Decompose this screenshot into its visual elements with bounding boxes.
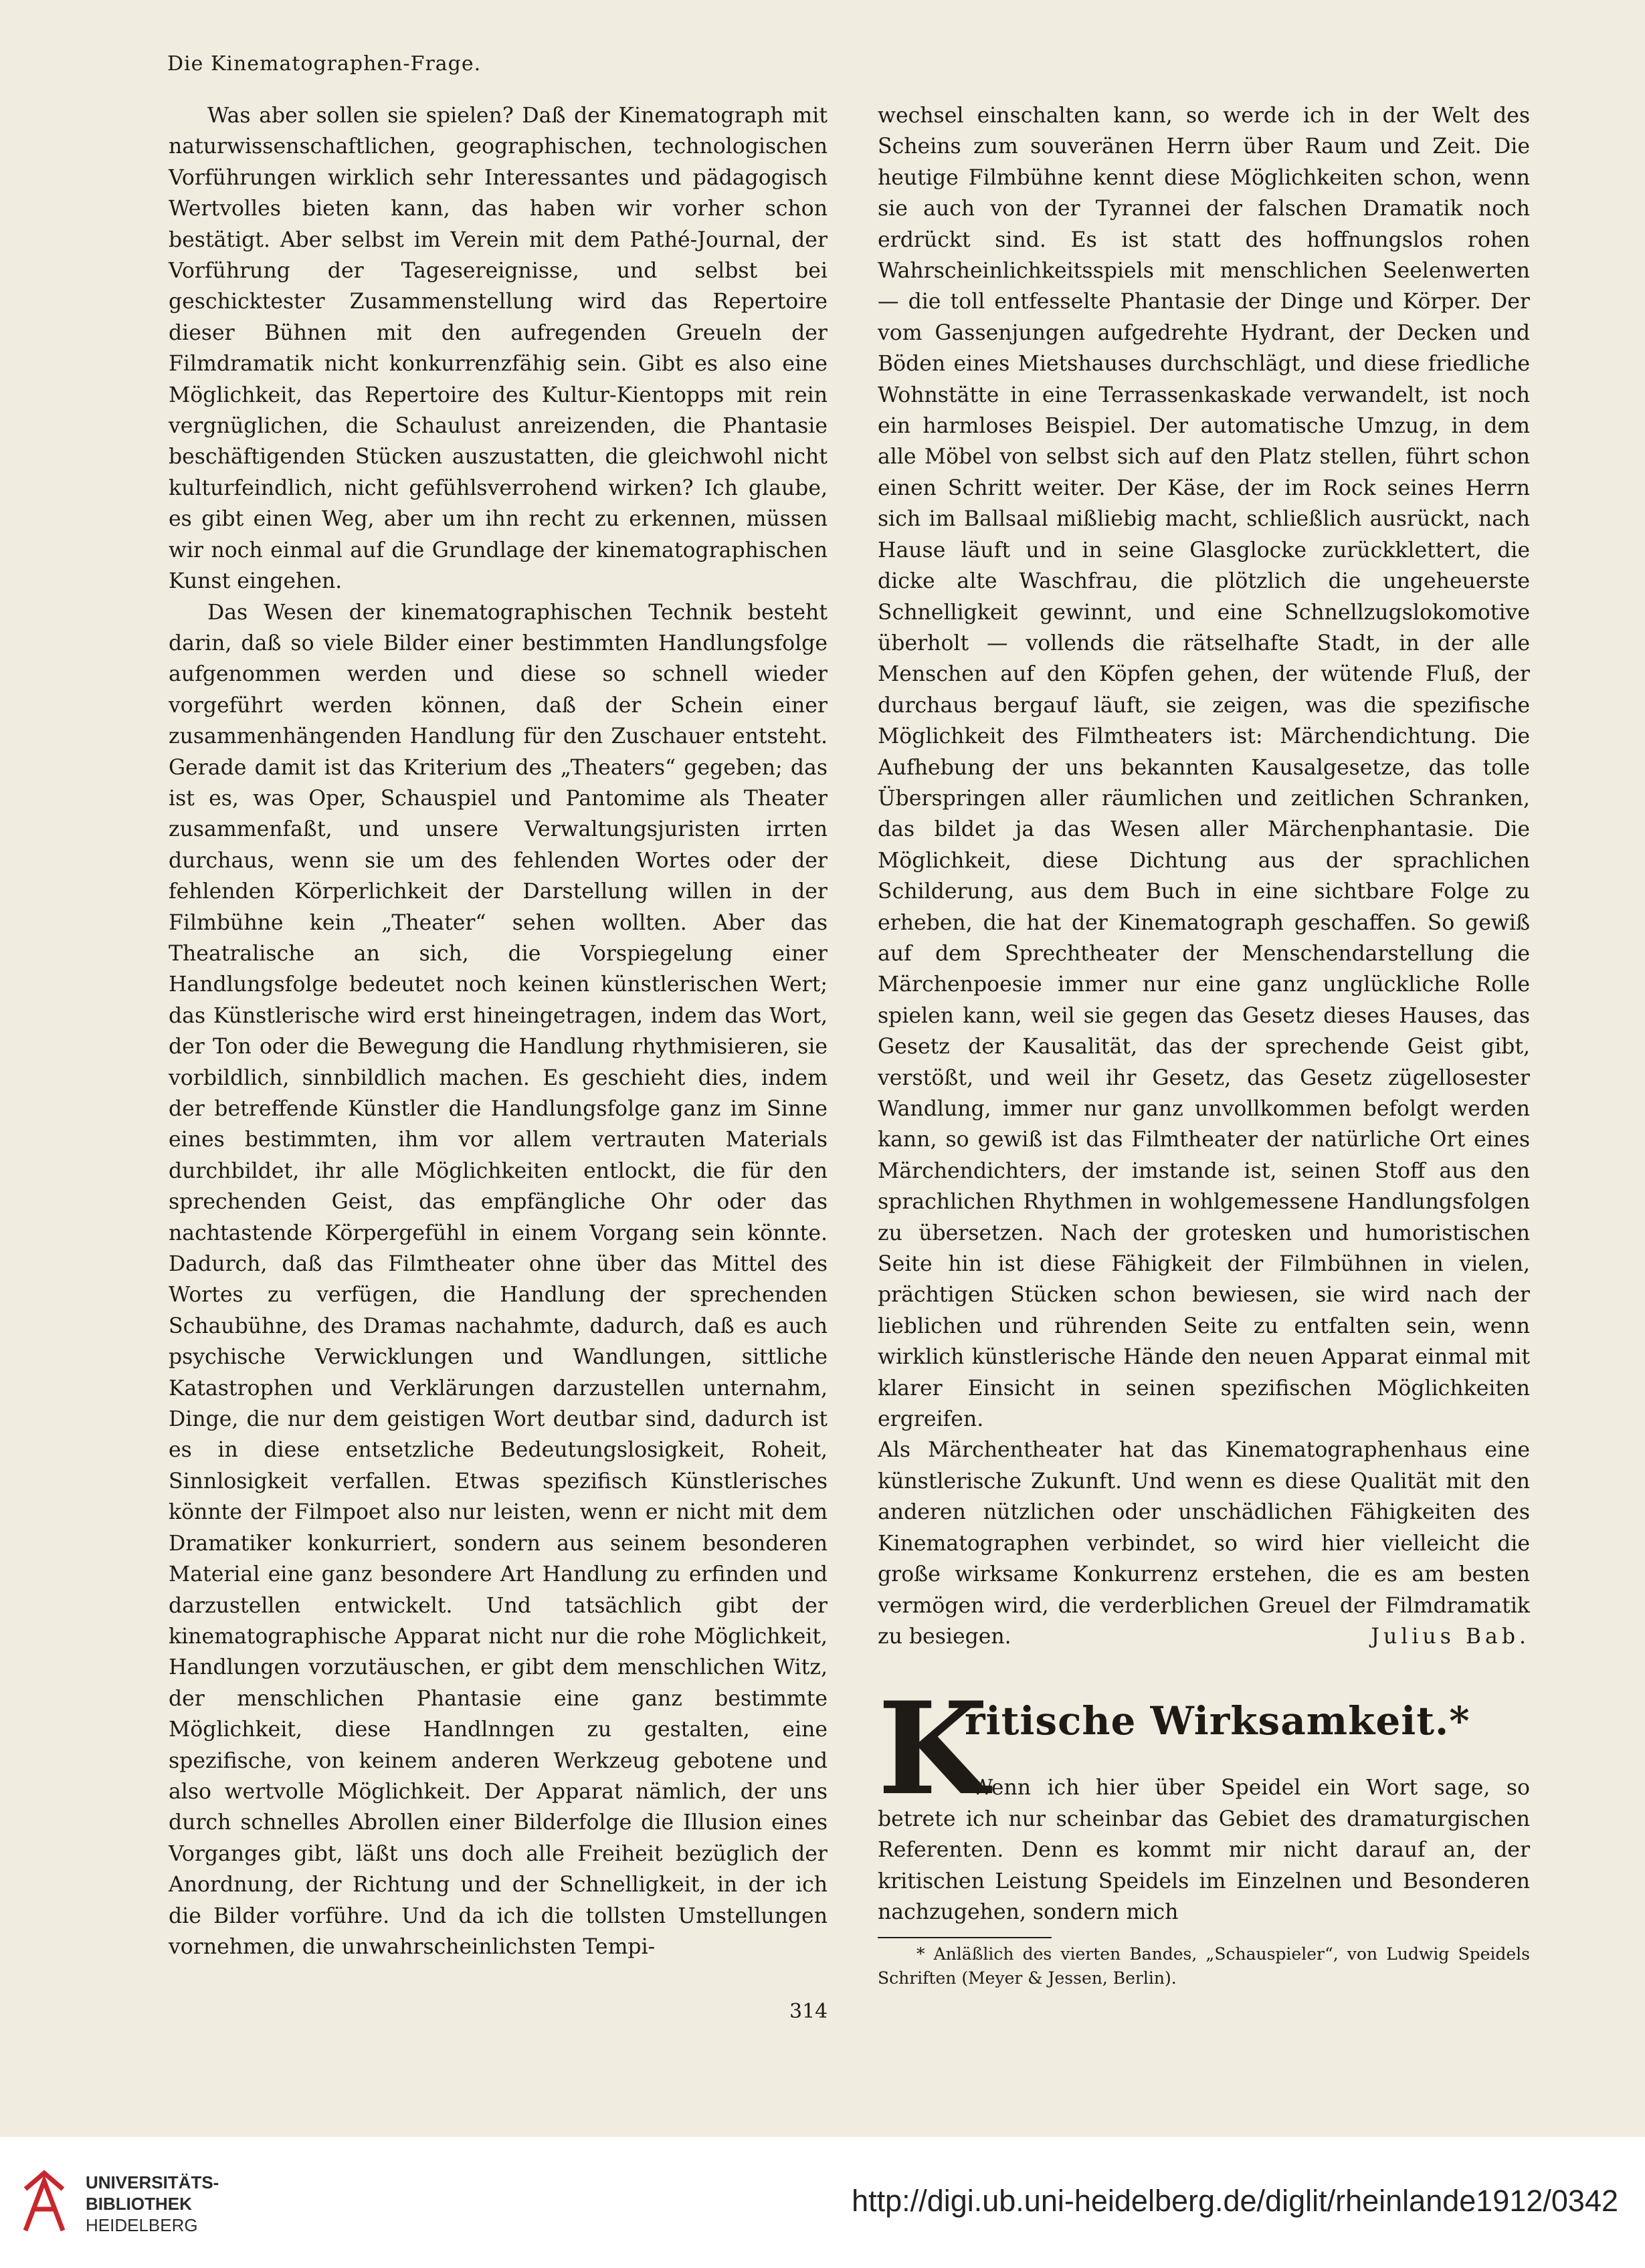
page-number: 314 — [789, 2000, 828, 2023]
article-heading — [878, 1674, 1530, 1824]
library-name-line: BIBLIOTHEK — [86, 2194, 192, 2214]
paragraph: Was aber sollen sie spielen? Daß der Kinematograph mit naturwissenschaftlichen, geographischen, technologischen Vorführungen wirklich sehr Interessantes und pädagogisch Wertvolles bieten kann, das haben wir vorher schon bestätigt. Aber selbst im Verein mit dem Pathé-Journal, der Vorführung der Tagesereignisse, und selbst bei geschicktester Zusammenstellung wird das Repertoire dieser Bühnen mit den aufregenden Greueln der Filmdramatik nicht konkurrenzfähig sein. Gibt es also eine Möglichkeit, das Repertoire des Kultur-Kientopps mit rein vergnüglichen, die Schaulust anreizenden, die Phantasie beschäftigenden Stücken auszustatten, die gleichwohl nicht kulturfeindlich, nicht gefühlsverrohend wirken? Ich glaube, es gibt einen Weg, aber um ihn recht zu erkennen, müssen wir noch einmal auf die Grundlage der kinematographischen Kunst eingehen. — [169, 104, 828, 594]
paragraph: Als Märchentheater hat das Kinematographenhaus eine künstlerische Zukunft. Und wenn es diese Qualität mit den anderen nützlichen oder unschädlichen Fähigkeiten des Kinematographen verbindet, so wird hier vielleicht die große wirksame Konkurrenz erstehen, die es am besten vermögen wird, die verderblichen Greuel der Filmdramatik zu besiegen. — [878, 1438, 1530, 1649]
article-title: ritische Wirksamkeit.* — [965, 1698, 1470, 1744]
left-column — [169, 100, 828, 1962]
library-logo-icon — [20, 2169, 68, 2236]
author-signature: Julius Bab. — [1371, 1624, 1530, 1649]
library-name-line: HEIDELBERG — [86, 2215, 198, 2235]
drop-cap: K — [878, 1674, 989, 1824]
library-name — [86, 2172, 219, 2236]
right-column — [878, 100, 1530, 1990]
library-footer — [0, 2137, 1645, 2268]
running-head: Die Kinematographen-Frage. — [167, 52, 482, 76]
library-name-line: UNIVERSITÄTS- — [86, 2172, 219, 2192]
footnote-rule — [878, 1937, 1052, 1938]
paragraph: Das Wesen der kinematographischen Technik besteht darin, daß so viele Bilder einer bestimmten Handlungsfolge aufgenommen werden und diese so schnell wieder vorgeführt werden können, daß der Schein einer zusammenhängenden Handlung für den Zuschauer entsteht. Gerade damit ist das Kriterium des „Theaters“ gegeben; das ist es, was Oper, Schauspiel und Pantomime als Theater zusammenfaßt, und unsere Verwaltungsjuristen irrten durchaus, wenn sie um des fehlenden Wortes oder der fehlenden Körperlichkeit der Darstellung willen in der Filmbühne kein „Theater“ sehen wollten. Aber das Theatralische an sich, die Vorspiegelung einer Handlungsfolge bedeutet noch keinen künstlerischen Wert; das Künstlerische wird erst hineingetragen, indem das Wort, der Ton oder die Bewegung die Handlung rhythmisieren, sie vorbildlich, sinnbildlich machen. Es geschieht dies, indem der betreffende Künstler die Handlungsfolge ganz im Sinne eines bestimmten, ihm vor allem vertrauten Materials durchbildet, ihr alle Möglichkeiten entlockt, die für den sprechenden Geist, das empfängliche Ohr oder das nachtastende Körpergefühl in einem Vorgang sein könnte. Dadurch, daß das Filmtheater ohne über das Mittel des Wortes zu verfügen, die Handlung der sprechenden Schaubühne, des Dramas nachahmte, dadurch, daß es auch psychische Verwicklungen und Wandlungen, sittliche Katastrophen und Verklärungen darzustellen unternahm, Dinge, die nur dem geistigen Wort deutbar sind, dadurch ist es in diese entsetzliche Bedeutungslosigkeit, Roheit, Sinnlosigkeit verfallen. Etwas spezifisch Künstlerisches könnte der Filmpoet also nur leisten, wenn er nicht mit dem Dramatiker konkurriert, sondern aus seinem besonderen Material eine ganz besondere Art Handlung zu erfinden und darzustellen entwickelt. Und tatsächlich gibt der kinematographische Apparat nicht nur die rohe Möglichkeit, Handlungen vorzutäuschen, er gibt dem menschlichen Witz, der menschlichen Phantasie eine ganz bestimmte Möglichkeit, diese Handlnngen zu gestalten, eine spezifische, von keinem anderen Werkzeug gebotene und also wertvolle Möglichkeit. Der Apparat nämlich, der uns durch schnelles Abrollen einer Bilderfolge die Illusion eines Vorganges gibt, läßt uns doch alle Freiheit bezüglich der Anordnung, der Richtung und der Schnelligkeit, in der ich die Bilder vorführe. Und da ich die tollsten Umstellungen vornehmen, die unwahrscheinlichsten Tempi- — [169, 600, 828, 1959]
footnote: * Anläßlich des vierten Bandes, „Schauspieler“, von Ludwig Speidels Schriften (Meyer & Jessen, Berlin). — [878, 1944, 1530, 1988]
paragraph: wechsel einschalten kann, so werde ich in der Welt des Scheins zum souveränen Herrn über Raum und Zeit. Die heutige Filmbühne kennt diese Möglichkeiten schon, wenn sie auch von der Tyrannei der falschen Dramatik noch erdrückt sind. Es ist statt des hoffnungslos rohen Wahrscheinlichkeitsspiels mit menschlichen Seelenwerten — die toll entfesselte Phantasie der Dinge und Körper. Der vom Gassenjungen aufgedrehte Hydrant, der Decken und Böden eines Mietshauses durchschlägt, und diese friedliche Wohnstätte in eine Terrassenkaskade verwandelt, ist noch ein harmloses Beispiel. Der automatische Umzug, in dem alle Möbel von selbst sich auf den Platz stellen, führt schon einen Schritt weiter. Der Käse, der im Rock seines Herrn sich im Ballsaal mißliebig macht, schließlich ausrückt, nach Hause läuft und in seine Glasglocke zurückklettert, die dicke alte Waschfrau, die plötzlich die ungeheuerste Schnelligkeit gewinnt, und eine Schnellzugslokomotive überholt — vollends die rätselhafte Stadt, in der alle Menschen auf den Köpfen gehen, der wütende Fluß, der durchaus bergauf läuft, sie zeigen, was die spezifische Möglichkeit des Filmtheaters ist: Märchendichtung. Die Aufhebung der uns bekannten Kausalgesetze, das tolle Überspringen aller räumlichen und zeitlichen Schranken, das bildet ja das Wesen aller Märchenphantasie. Die Möglichkeit, diese Dichtung aus der sprachlichen Schilderung, aus dem Buch in eine sichtbare Folge zu erheben, die hat der Kinematograph geschaffen. So gewiß auf dem Sprechtheater der Menschendarstellung die Märchenpoesie immer nur eine ganz unglückliche Rolle spielen kann, weil sie gegen das Gesetz dieses Hauses, das Gesetz der Kausalität, das der sprechende Geist gibt, verstößt, und weil ihr Gesetz, das Gesetz zügellosester Wandlung, immer nur ganz unvollkommen befolgt werden kann, so gewiß ist das Filmtheater der natürliche Ort eines Märchendichters, der imstande ist, seinen Stoff aus den sprachlichen Rhythmen in wohlgemessene Handlungsfolgen zu übersetzen. Nach der grotesken und humoristischen Seite hin ist diese Fähigkeit der Filmbühnen in vielen, prächtigen Stücken schon bewiesen, sie wird nach der lieblichen und rührenden Seite zu entfalten sein, wenn wirklich künstlerische Hände den neuen Apparat einmal mit klarer Einsicht in seinen spezifischen Möglichkeiten ergreifen. — [878, 104, 1530, 1432]
paragraph: Wenn ich hier über Speidel ein Wort sage, so betrete ich nur scheinbar das Gebiet des dramaturgischen Referenten. Denn es kommt mir nicht darauf an, der kritischen Leistung Speidels im Einzelnen und Besonderen nachzugehen, sondern mich — [878, 1776, 1530, 1924]
source-url-link[interactable]: http://digi.ub.uni-heidelberg.de/diglit/rheinlande1912/0342 — [852, 2184, 1618, 2218]
